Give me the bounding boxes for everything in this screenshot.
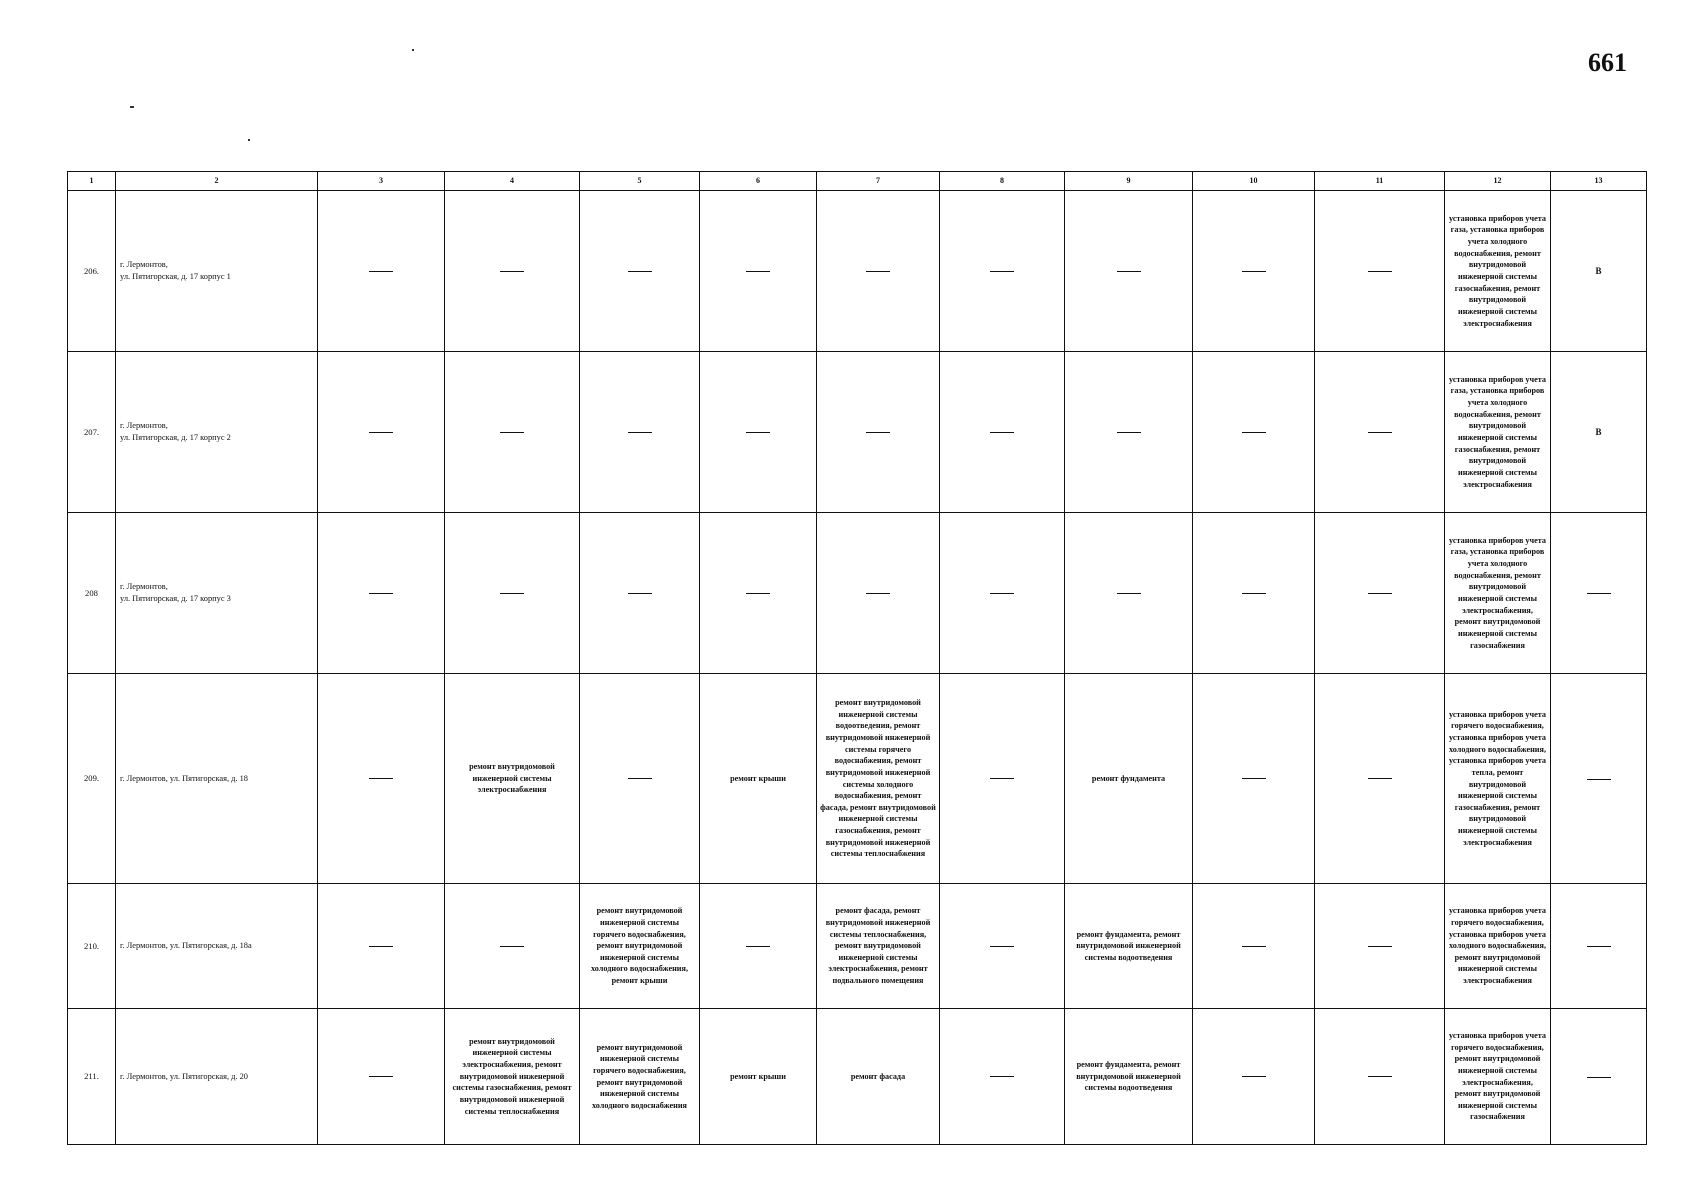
empty-dash: [369, 778, 393, 779]
empty-dash: [746, 593, 770, 594]
work-cell: [700, 352, 817, 513]
address-line: г. Лермонтов,: [120, 421, 168, 431]
address-cell: [116, 674, 318, 884]
empty-dash: [1242, 432, 1266, 433]
scan-speck: [248, 139, 250, 141]
empty-dash: [1117, 432, 1141, 433]
empty-dash: [628, 593, 652, 594]
empty-dash: [990, 432, 1014, 433]
address-cell: [116, 513, 318, 674]
table-row: [68, 191, 1647, 352]
metering-cell: установка приборов учета горячего водоснабжения, установка приборов учета холодного водоснабжения, ремонт внутридомовой инженерной системы электроснабжения: [1445, 884, 1551, 1009]
empty-dash: [500, 271, 524, 272]
empty-dash: [1242, 1076, 1266, 1077]
empty-dash: [628, 432, 652, 433]
work-cell: [940, 884, 1065, 1009]
address-line: г. Лермонтов,: [120, 582, 168, 592]
work-cell: ремонт внутридомовой инженерной системы электроснабжения, ремонт внутридомовой инженерной системы газоснабжения, ремонт внутридомовой инженерной системы теплоснабжения: [445, 1009, 580, 1145]
work-cell: ремонт внутридомовой инженерной системы горячего водоснабжения, ремонт внутридомовой инженерной системы холодного водоснабжения: [580, 1009, 700, 1145]
metering-cell: установка приборов учета горячего водоснабжения, ремонт внутридомовой инженерной системы электроснабжения, ремонт внутридомовой инженерной системы газоснабжения: [1445, 1009, 1551, 1145]
empty-dash: [1368, 1076, 1392, 1077]
work-cell: [318, 191, 445, 352]
empty-dash: [866, 271, 890, 272]
work-cell: [318, 674, 445, 884]
work-cell: [940, 1009, 1065, 1145]
row-number: 208: [68, 513, 116, 674]
header-row: [68, 172, 1647, 191]
address-cell: [116, 1009, 318, 1145]
table-row: [68, 513, 1647, 674]
work-cell: ремонт крыши: [700, 1009, 817, 1145]
metering-cell: установка приборов учета газа, установка приборов учета холодного водоснабжения, ремонт внутридомовой инженерной системы газоснабжения, ремонт внутридомовой инженерной системы электроснабжения: [1445, 191, 1551, 352]
empty-dash: [1587, 946, 1611, 947]
empty-dash: [369, 593, 393, 594]
work-cell: [318, 1009, 445, 1145]
empty-dash: [1587, 779, 1611, 780]
row-number: 211.: [68, 1009, 116, 1145]
empty-dash: [990, 593, 1014, 594]
work-cell: [700, 884, 817, 1009]
address-line: г. Лермонтов, ул. Пятигорская, д. 20: [120, 1071, 248, 1081]
category-cell: [1551, 884, 1647, 1009]
empty-dash: [990, 778, 1014, 779]
metering-cell: установка приборов учета газа, установка приборов учета холодного водоснабжения, ремонт внутридомовой инженерной системы электроснабжения, ремонт внутридомовой инженерной системы газоснабжения: [1445, 513, 1551, 674]
empty-dash: [1242, 593, 1266, 594]
work-cell: [318, 884, 445, 1009]
column-header: 4: [445, 172, 580, 191]
register-table: [67, 171, 1647, 1145]
scan-speck: [130, 106, 134, 108]
column-header: 2: [116, 172, 318, 191]
work-cell: [445, 513, 580, 674]
work-cell: [1193, 352, 1315, 513]
category-cell: В: [1551, 352, 1647, 513]
empty-dash: [866, 593, 890, 594]
work-cell: [817, 352, 940, 513]
work-cell: [1065, 352, 1193, 513]
work-cell: ремонт внутридомовой инженерной системы электроснабжения: [445, 674, 580, 884]
empty-dash: [866, 432, 890, 433]
work-cell: [1193, 191, 1315, 352]
address-line: ул. Пятигорская, д. 17 корпус 3: [120, 594, 231, 603]
work-cell: ремонт фасада: [817, 1009, 940, 1145]
work-cell: [318, 513, 445, 674]
page-number: 661: [1588, 48, 1627, 77]
work-cell: ремонт фасада, ремонт внутридомовой инженерной системы теплоснабжения, ремонт внутридомовой инженерной системы электроснабжения, ремонт подвального помещения: [817, 884, 940, 1009]
address-cell: [116, 884, 318, 1009]
column-header: 6: [700, 172, 817, 191]
work-cell: [445, 884, 580, 1009]
empty-dash: [369, 946, 393, 947]
empty-dash: [746, 946, 770, 947]
column-header: 9: [1065, 172, 1193, 191]
column-header: 10: [1193, 172, 1315, 191]
row-number: 210.: [68, 884, 116, 1009]
empty-dash: [628, 778, 652, 779]
work-cell: [700, 513, 817, 674]
row-number: 209.: [68, 674, 116, 884]
empty-dash: [990, 271, 1014, 272]
empty-dash: [1587, 593, 1611, 594]
empty-dash: [500, 432, 524, 433]
work-cell: [580, 674, 700, 884]
category-cell: [1551, 674, 1647, 884]
empty-dash: [500, 946, 524, 947]
column-header: 5: [580, 172, 700, 191]
table-row: [68, 352, 1647, 513]
work-cell: [1193, 1009, 1315, 1145]
table-row: [68, 1009, 1647, 1145]
empty-dash: [990, 1076, 1014, 1077]
work-cell: [580, 352, 700, 513]
work-cell: ремонт внутридомовой инженерной системы горячего водоснабжения, ремонт внутридомовой инженерной системы холодного водоснабжения, ремонт крыши: [580, 884, 700, 1009]
empty-dash: [369, 271, 393, 272]
work-cell: [1315, 884, 1445, 1009]
work-cell: [817, 191, 940, 352]
address-cell: [116, 191, 318, 352]
empty-dash: [1117, 271, 1141, 272]
work-cell: ремонт фундамента, ремонт внутридомовой инженерной системы водоотведения: [1065, 1009, 1193, 1145]
work-cell: [700, 191, 817, 352]
work-cell: [1065, 191, 1193, 352]
column-header: 1: [68, 172, 116, 191]
work-cell: [1315, 1009, 1445, 1145]
empty-dash: [1242, 946, 1266, 947]
empty-dash: [628, 271, 652, 272]
empty-dash: [990, 946, 1014, 947]
work-cell: [318, 352, 445, 513]
address-line: ул. Пятигорская, д. 17 корпус 1: [120, 272, 231, 281]
category-cell: [1551, 513, 1647, 674]
empty-dash: [1368, 593, 1392, 594]
address-line: г. Лермонтов, ул. Пятигорская, д. 18а: [120, 941, 252, 951]
work-cell: [1193, 513, 1315, 674]
work-cell: [1315, 674, 1445, 884]
empty-dash: [1242, 778, 1266, 779]
work-cell: [580, 191, 700, 352]
metering-cell: установка приборов учета газа, установка приборов учета холодного водоснабжения, ремонт внутридомовой инженерной системы газоснабжения, ремонт внутридомовой инженерной системы электроснабжения: [1445, 352, 1551, 513]
empty-dash: [746, 432, 770, 433]
work-cell: ремонт фундамента, ремонт внутридомовой инженерной системы водоотведения: [1065, 884, 1193, 1009]
work-cell: [1065, 513, 1193, 674]
work-cell: ремонт внутридомовой инженерной системы водоотведения, ремонт внутридомовой инженерной системы горячего водоснабжения, ремонт внутридомовой инженерной системы холодного водоснабжения, ремонт фасада, ремонт внутридомовой инженерной системы газоснабжения, ремонт внутридомовой инженерной системы теплоснабжения: [817, 674, 940, 884]
category-cell: В: [1551, 191, 1647, 352]
column-header: 13: [1551, 172, 1647, 191]
category-cell: [1551, 1009, 1647, 1145]
empty-dash: [746, 271, 770, 272]
column-header: 8: [940, 172, 1065, 191]
address-line: г. Лермонтов,: [120, 260, 168, 270]
work-cell: [1315, 191, 1445, 352]
metering-cell: установка приборов учета горячего водоснабжения, установка приборов учета холодного водоснабжения, установка приборов учета тепла, ремонт внутридомовой инженерной системы газоснабжения, ремонт внутридомовой инженерной системы электроснабжения: [1445, 674, 1551, 884]
work-cell: [817, 513, 940, 674]
empty-dash: [1117, 593, 1141, 594]
work-cell: [445, 191, 580, 352]
scan-speck: [412, 49, 414, 51]
column-header: 12: [1445, 172, 1551, 191]
address-line: ул. Пятигорская, д. 17 корпус 2: [120, 433, 231, 442]
work-cell: [940, 352, 1065, 513]
work-cell: [940, 191, 1065, 352]
address-line: г. Лермонтов, ул. Пятигорская, д. 18: [120, 773, 248, 783]
work-cell: [445, 352, 580, 513]
empty-dash: [1368, 778, 1392, 779]
work-cell: [1315, 513, 1445, 674]
work-cell: ремонт фундамента: [1065, 674, 1193, 884]
work-cell: [580, 513, 700, 674]
empty-dash: [1368, 271, 1392, 272]
work-cell: [940, 513, 1065, 674]
table-row: [68, 674, 1647, 884]
empty-dash: [1368, 432, 1392, 433]
work-cell: [940, 674, 1065, 884]
work-cell: [1315, 352, 1445, 513]
work-cell: [1193, 884, 1315, 1009]
empty-dash: [1587, 1077, 1611, 1078]
empty-dash: [500, 593, 524, 594]
empty-dash: [1242, 271, 1266, 272]
work-cell: ремонт крыши: [700, 674, 817, 884]
address-cell: [116, 352, 318, 513]
column-header: 11: [1315, 172, 1445, 191]
empty-dash: [369, 432, 393, 433]
work-cell: [1193, 674, 1315, 884]
column-header: 7: [817, 172, 940, 191]
column-header: 3: [318, 172, 445, 191]
table-row: [68, 884, 1647, 1009]
row-number: 207.: [68, 352, 116, 513]
row-number: 206.: [68, 191, 116, 352]
empty-dash: [369, 1076, 393, 1077]
empty-dash: [1368, 946, 1392, 947]
